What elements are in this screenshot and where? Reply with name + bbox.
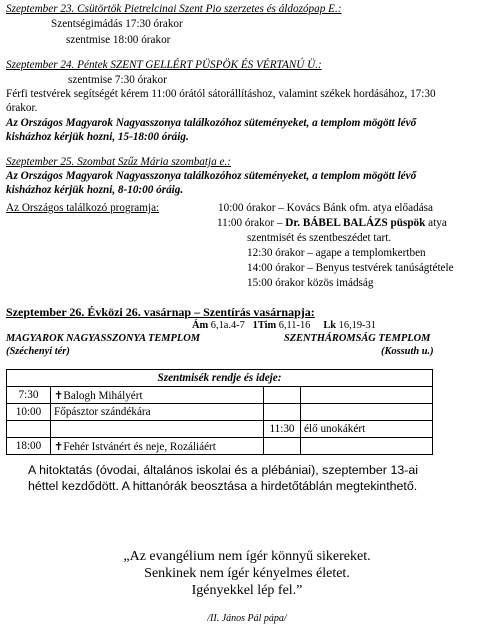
table-row <box>7 438 433 455</box>
sept25-title: Szeptember 25. Szombat Szűz Mária szombatja e.: <box>6 156 231 168</box>
mass-time-2: 11:30 <box>264 421 301 438</box>
church-left: MAGYAROK NAGYASSZONYA TEMPLOM <box>6 333 200 344</box>
catechesis-notice: A hitoktatás (óvodai, általános iskolai és a plébániai), szeptember 13-ai héttel kezdődött. A hittanórák beosztása a hirdetőtáblán megtekinthető. <box>28 463 418 493</box>
quote-line: Senkinek nem ígér kényelmes életet. <box>144 566 350 581</box>
table-row <box>7 421 433 438</box>
mass-time: 18:00 <box>7 438 51 455</box>
table-row <box>7 387 433 404</box>
mass-time: 7:30 <box>7 387 51 404</box>
quote-line: Igényekkel lép fel.” <box>191 583 303 598</box>
place-left: (Széchenyi tér) <box>6 346 70 357</box>
sunday-title: Szeptember 26. Évközi 26. vasárnap – Szentírás vasárnapja: <box>6 305 315 319</box>
mass-time-2 <box>264 438 301 455</box>
sept24-cakes-notice: Az Országos Magyarok Nagyasszonya találkozóhoz süteményeket, a templom mögött lévő kisházhoz kérjük hozni, 15-18:00 óráig. <box>6 117 417 143</box>
program-item: 11:00 órakor – Dr. BÁBEL BALÁZS püspök atya <box>217 217 447 229</box>
program-item: szentmisét és szentbeszédet tart. <box>247 232 392 244</box>
mass-schedule-table <box>6 369 433 455</box>
mass-time-2 <box>264 387 301 404</box>
readings: Ám 6,1a.4-7 1Tim 6,11-16 Lk 16,19-31 <box>192 320 376 331</box>
mass-time: 10:00 <box>7 404 51 421</box>
mass-time-2 <box>264 404 301 421</box>
mass-intention: ✝Fehér Istvánért és neje, Rozáliáért <box>51 438 264 455</box>
quote-author: /II. János Pál pápa/ <box>207 613 287 624</box>
mass-intention: Főpásztor szándékára <box>51 404 264 421</box>
program-item: 12:30 órakor – agape a templomkertben <box>247 247 426 259</box>
sept24-mass: szentmise 7:30 órakor <box>68 74 167 86</box>
program-item: 10:00 órakor – Kovács Bánk ofm. atya előadása <box>218 202 433 214</box>
table-header-row <box>7 370 433 387</box>
mass-intention-2 <box>301 404 433 421</box>
mass-intention: ✝Balogh Mihályért <box>51 387 264 404</box>
quote-line: „Az evangélium nem ígér könnyű sikereket. <box>123 549 371 564</box>
mass-intention-2 <box>301 438 433 455</box>
sept23-mass: szentmise 18:00 órakor <box>66 34 171 46</box>
sept23-adoration: Szentségimádás 17:30 órakor <box>51 18 183 30</box>
mass-intention-2: élő unokákért <box>301 421 433 438</box>
table-header: Szentmisék rendje és ideje: <box>7 370 433 387</box>
sept23-title: Szeptember 23. Csütörtök Pietrelcinai Szent Pio szerzetes és áldozópap E.: <box>6 3 342 15</box>
sept24-title: Szeptember 24. Péntek SZENT GELLÉRT PÜSPÖK ÉS VÉRTANÚ Ü.: <box>6 59 322 71</box>
mass-intention-2 <box>301 387 433 404</box>
bishop-name: Dr. BÁBEL BALÁZS püspök <box>285 217 426 229</box>
program-label: Az Országos találkozó programja: <box>6 202 160 214</box>
table-row <box>7 404 433 421</box>
program-item: 14:00 órakor – Benyus testvérek tanúságtétele <box>247 262 454 274</box>
church-right: SZENTHÁROMSÁG TEMPLOM <box>284 333 431 344</box>
mass-intention <box>51 421 264 438</box>
program-item: 15:00 órakor közös imádság <box>247 277 374 289</box>
sept25-cakes-notice: Az Országos Magyarok Nagyasszonya találkozóhoz süteményeket, a templom mögött lévő kisházhoz kérjük hozni, 8-10:00 óráig. <box>6 170 417 196</box>
mass-time <box>7 421 51 438</box>
sept24-volunteers: Férfi testvérek segítségét kérem 11:00 órától sátorállításhoz, valamint székek hordásához, 17:30 órakor. <box>6 88 436 114</box>
place-right: (Kossuth u.) <box>381 346 434 357</box>
